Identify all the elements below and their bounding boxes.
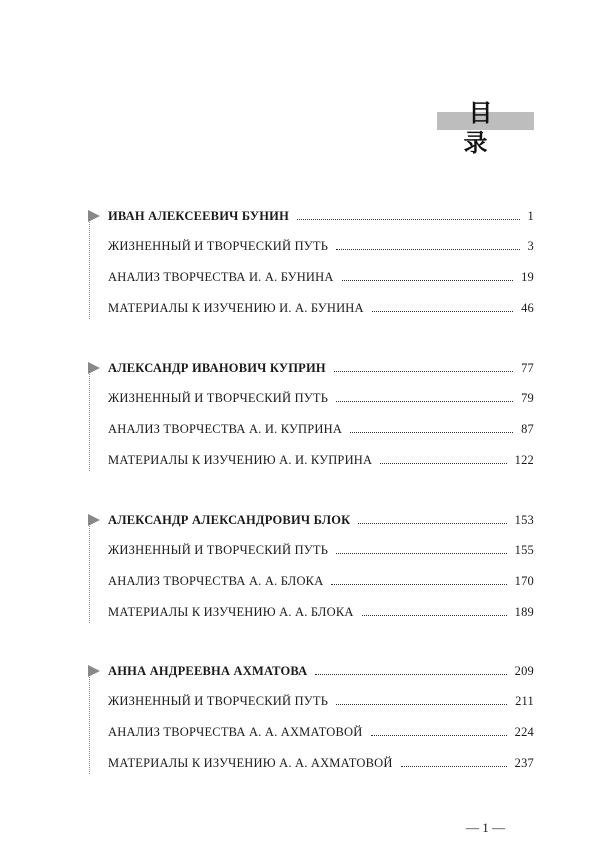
toc-page-number: 237	[514, 755, 534, 770]
toc-entry-label: АНАЛИЗ ТВОРЧЕСТВА А. И. КУПРИНА	[108, 421, 343, 436]
triangle-marker-icon	[88, 210, 100, 222]
dot-leader	[336, 553, 507, 554]
toc-entry-label: АНАЛИЗ ТВОРЧЕСТВА А. А. АХМАТОВОЙ	[108, 724, 363, 739]
dot-leader	[371, 735, 507, 736]
dot-leader	[334, 371, 513, 372]
toc-page-number: 155	[514, 543, 534, 558]
toc-section	[88, 201, 534, 323]
dot-leader	[401, 766, 507, 767]
toc-page-number: 77	[521, 360, 534, 375]
toc-entry-row[interactable]	[88, 687, 534, 718]
toc-page-number: 3	[527, 239, 534, 254]
toc-page-number: 46	[521, 300, 534, 315]
toc-section	[88, 353, 534, 475]
toc-author-row[interactable]	[88, 656, 534, 687]
toc-author-label: АННА АНДРЕЕВНА АХМАТОВА	[108, 663, 308, 678]
toc-entry-label: АНАЛИЗ ТВОРЧЕСТВА И. А. БУНИНА	[108, 269, 334, 284]
toc-section	[88, 505, 534, 627]
toc-author-label: АЛЕКСАНДР АЛЕКСАНДРОВИЧ БЛОК	[108, 512, 351, 527]
toc-author-label: АЛЕКСАНДР ИВАНОВИЧ КУПРИН	[108, 360, 326, 375]
toc-entry-row[interactable]	[88, 717, 534, 748]
toc-entry-row[interactable]	[88, 536, 534, 567]
dot-leader	[342, 280, 513, 281]
triangle-marker-icon	[88, 514, 100, 526]
toc-entry-label: ЖИЗНЕННЫЙ И ТВОРЧЕСКИЙ ПУТЬ	[108, 391, 329, 406]
dot-leader	[336, 249, 519, 250]
toc-page-number: 19	[521, 269, 534, 284]
triangle-marker-icon	[88, 665, 100, 677]
toc-entry-row[interactable]	[88, 414, 534, 445]
toc-entry-row[interactable]	[88, 384, 534, 415]
toc-entry-row[interactable]	[88, 445, 534, 476]
dot-leader	[336, 401, 513, 402]
page-folio: — 1 —	[466, 820, 505, 835]
dot-leader	[315, 674, 506, 675]
toc-entry-label: АНАЛИЗ ТВОРЧЕСТВА А. А. БЛОКА	[108, 573, 324, 588]
toc-entry-row[interactable]	[88, 748, 534, 779]
dot-leader	[336, 704, 507, 705]
toc-page-number: 79	[521, 391, 534, 406]
dot-leader	[331, 584, 506, 585]
toc-entry-row[interactable]	[88, 232, 534, 263]
toc-page-number: 153	[514, 512, 534, 527]
toc-page-number: 122	[514, 452, 534, 467]
toc-entry-label: МАТЕРИАЛЫ К ИЗУЧЕНИЮ А. А. АХМАТОВОЙ	[108, 755, 393, 770]
toc-page-number: 224	[514, 724, 534, 739]
page-title: 目 录	[463, 99, 557, 157]
dot-leader	[297, 219, 520, 220]
toc-page-number: 209	[514, 663, 534, 678]
toc-author-label: ИВАН АЛЕКСЕЕВИЧ БУНИН	[108, 208, 290, 223]
toc-entry-row[interactable]	[88, 262, 534, 293]
toc-entry-row[interactable]	[88, 597, 534, 628]
toc-entry-label: ЖИЗНЕННЫЙ И ТВОРЧЕСКИЙ ПУТЬ	[108, 543, 329, 558]
dot-leader	[380, 463, 506, 464]
toc-entry-label: МАТЕРИАЛЫ К ИЗУЧЕНИЮ И. А. БУНИНА	[108, 300, 364, 315]
toc-author-row[interactable]	[88, 201, 534, 232]
toc-page-number: 1	[527, 208, 534, 223]
dot-leader	[372, 311, 513, 312]
triangle-marker-icon	[88, 362, 100, 374]
dot-leader	[350, 432, 513, 433]
dot-leader	[362, 615, 507, 616]
toc-entry-label: ЖИЗНЕННЫЙ И ТВОРЧЕСКИЙ ПУТЬ	[108, 694, 329, 709]
dot-leader	[358, 523, 506, 524]
toc-page-number: 87	[521, 421, 534, 436]
toc-page-number: 211	[515, 694, 534, 709]
toc-page-number: 170	[514, 573, 534, 588]
toc-page-number: 189	[514, 604, 534, 619]
toc-entry-label: МАТЕРИАЛЫ К ИЗУЧЕНИЮ А. И. КУПРИНА	[108, 452, 373, 467]
toc-entry-label: ЖИЗНЕННЫЙ И ТВОРЧЕСКИЙ ПУТЬ	[108, 239, 329, 254]
toc-author-row[interactable]	[88, 505, 534, 536]
toc-author-row[interactable]	[88, 353, 534, 384]
toc-entry-row[interactable]	[88, 566, 534, 597]
toc-entry-row[interactable]	[88, 293, 534, 324]
toc-section	[88, 656, 534, 778]
toc-title-block	[437, 98, 557, 157]
toc-entry-label: МАТЕРИАЛЫ К ИЗУЧЕНИЮ А. А. БЛОКА	[108, 604, 354, 619]
